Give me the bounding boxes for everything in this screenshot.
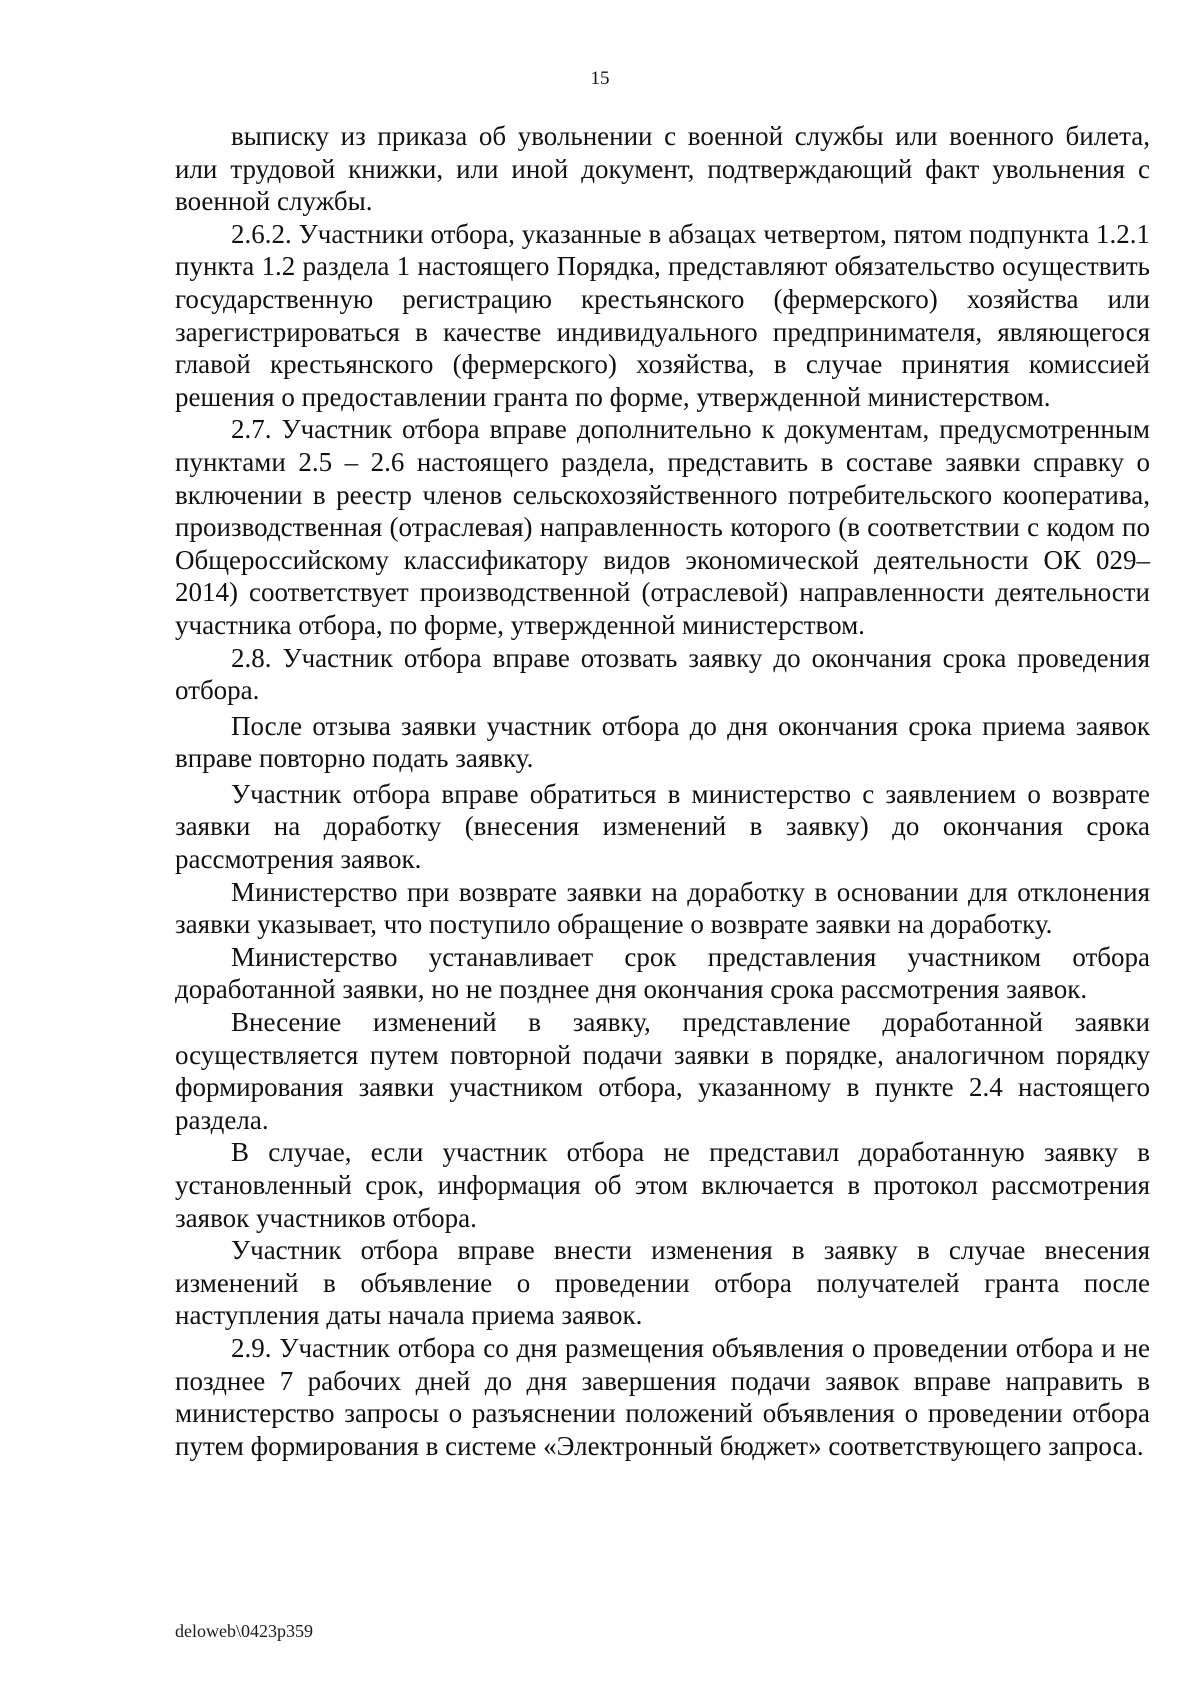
paragraph-withdrawal: После отзыва заявки участник отбора до дня окончания срока приема заявок вправе повторно подать заявку. <box>175 710 1150 774</box>
document-body <box>175 120 1150 1462</box>
paragraph-amendments: Внесение изменений в заявку, представление доработанной заявки осуществляется путем повторной подачи заявки в порядке, аналогичном порядку формирования заявки участником отбора, указанному в пункте 2.4 настоящего раздела. <box>175 1007 1150 1135</box>
paragraph-2-9: 2.9. Участник отбора со дня размещения объявления о проведении отбора и не позднее 7 рабочих дней до дня завершения подачи заявок вправе направить в министерство запросы о разъяснении положений объявления о проведении отбора путем формирования в системе «Электронный бюджет» соответствующего запроса. <box>175 1332 1150 1461</box>
page-number: 15 <box>590 68 610 89</box>
paragraph-changes-announcement: Участник отбора вправе внести изменения в заявку в случае внесения изменений в объявление о проведении отбора получателей гранта после наступления даты начала приема заявок. <box>175 1235 1150 1331</box>
paragraph-2-8: 2.8. Участник отбора вправе отозвать заявку до окончания срока проведения отбора. <box>175 642 1150 706</box>
paragraph-continuation: выписку из приказа об увольнении с военной службы или военного билета, или трудовой книжки, или иной документ, подтверждающий факт увольнения с военной службы. <box>175 121 1150 217</box>
paragraph-2-6-2: 2.6.2. Участники отбора, указанные в абзацах четвертом, пятом подпункта 1.2.1 пункта 1.2 раздела 1 настоящего Порядка, представляют обязательство осуществить государственную регистрацию крестьянского (фермерского) хозяйства или зарегистрироваться в качестве индивидуального предпринимателя, являющегося главой крестьянского (фермерского) хозяйства, в случае принятия комиссией решения о предоставлении гранта по форме, утвержденной министерством. <box>175 218 1150 412</box>
paragraph-2-7: 2.7. Участник отбора вправе дополнительно к документам, предусмотренным пунктами 2.5 – 2.6 настоящего раздела, представить в составе заявки справку о включении в реестр членов сельскохозяйственного потребительского кооператива, производственная (отраслевая) направленность которого (в соответствии с кодом по Общероссийскому классификатору видов экономической деятельности ОК 029–2014) соответствует производственной (отраслевой) направленности деятельности участника отбора, по форме, утвержденной министерством. <box>175 414 1150 640</box>
paragraph-ministry-deadline: Министерство устанавливает срок представления участником отбора доработанной заявки, но не позднее дня окончания срока рассмотрения заявок. <box>175 941 1150 1005</box>
paragraph-return-request: Участник отбора вправе обратиться в министерство с заявлением о возврате заявки на доработку (внесения изменений в заявку) до окончания срока рассмотрения заявок. <box>175 778 1150 875</box>
document-footer-code: deloweb\0423p359 <box>175 1621 313 1641</box>
paragraph-not-submitted: В случае, если участник отбора не представил доработанную заявку в установленный срок, информация об этом включается в протокол рассмотрения заявок участников отбора. <box>175 1137 1150 1233</box>
paragraph-ministry-return: Министерство при возврате заявки на доработку в основании для отклонения заявки указывает, что поступило обращение о возврате заявки на доработку. <box>175 876 1150 940</box>
